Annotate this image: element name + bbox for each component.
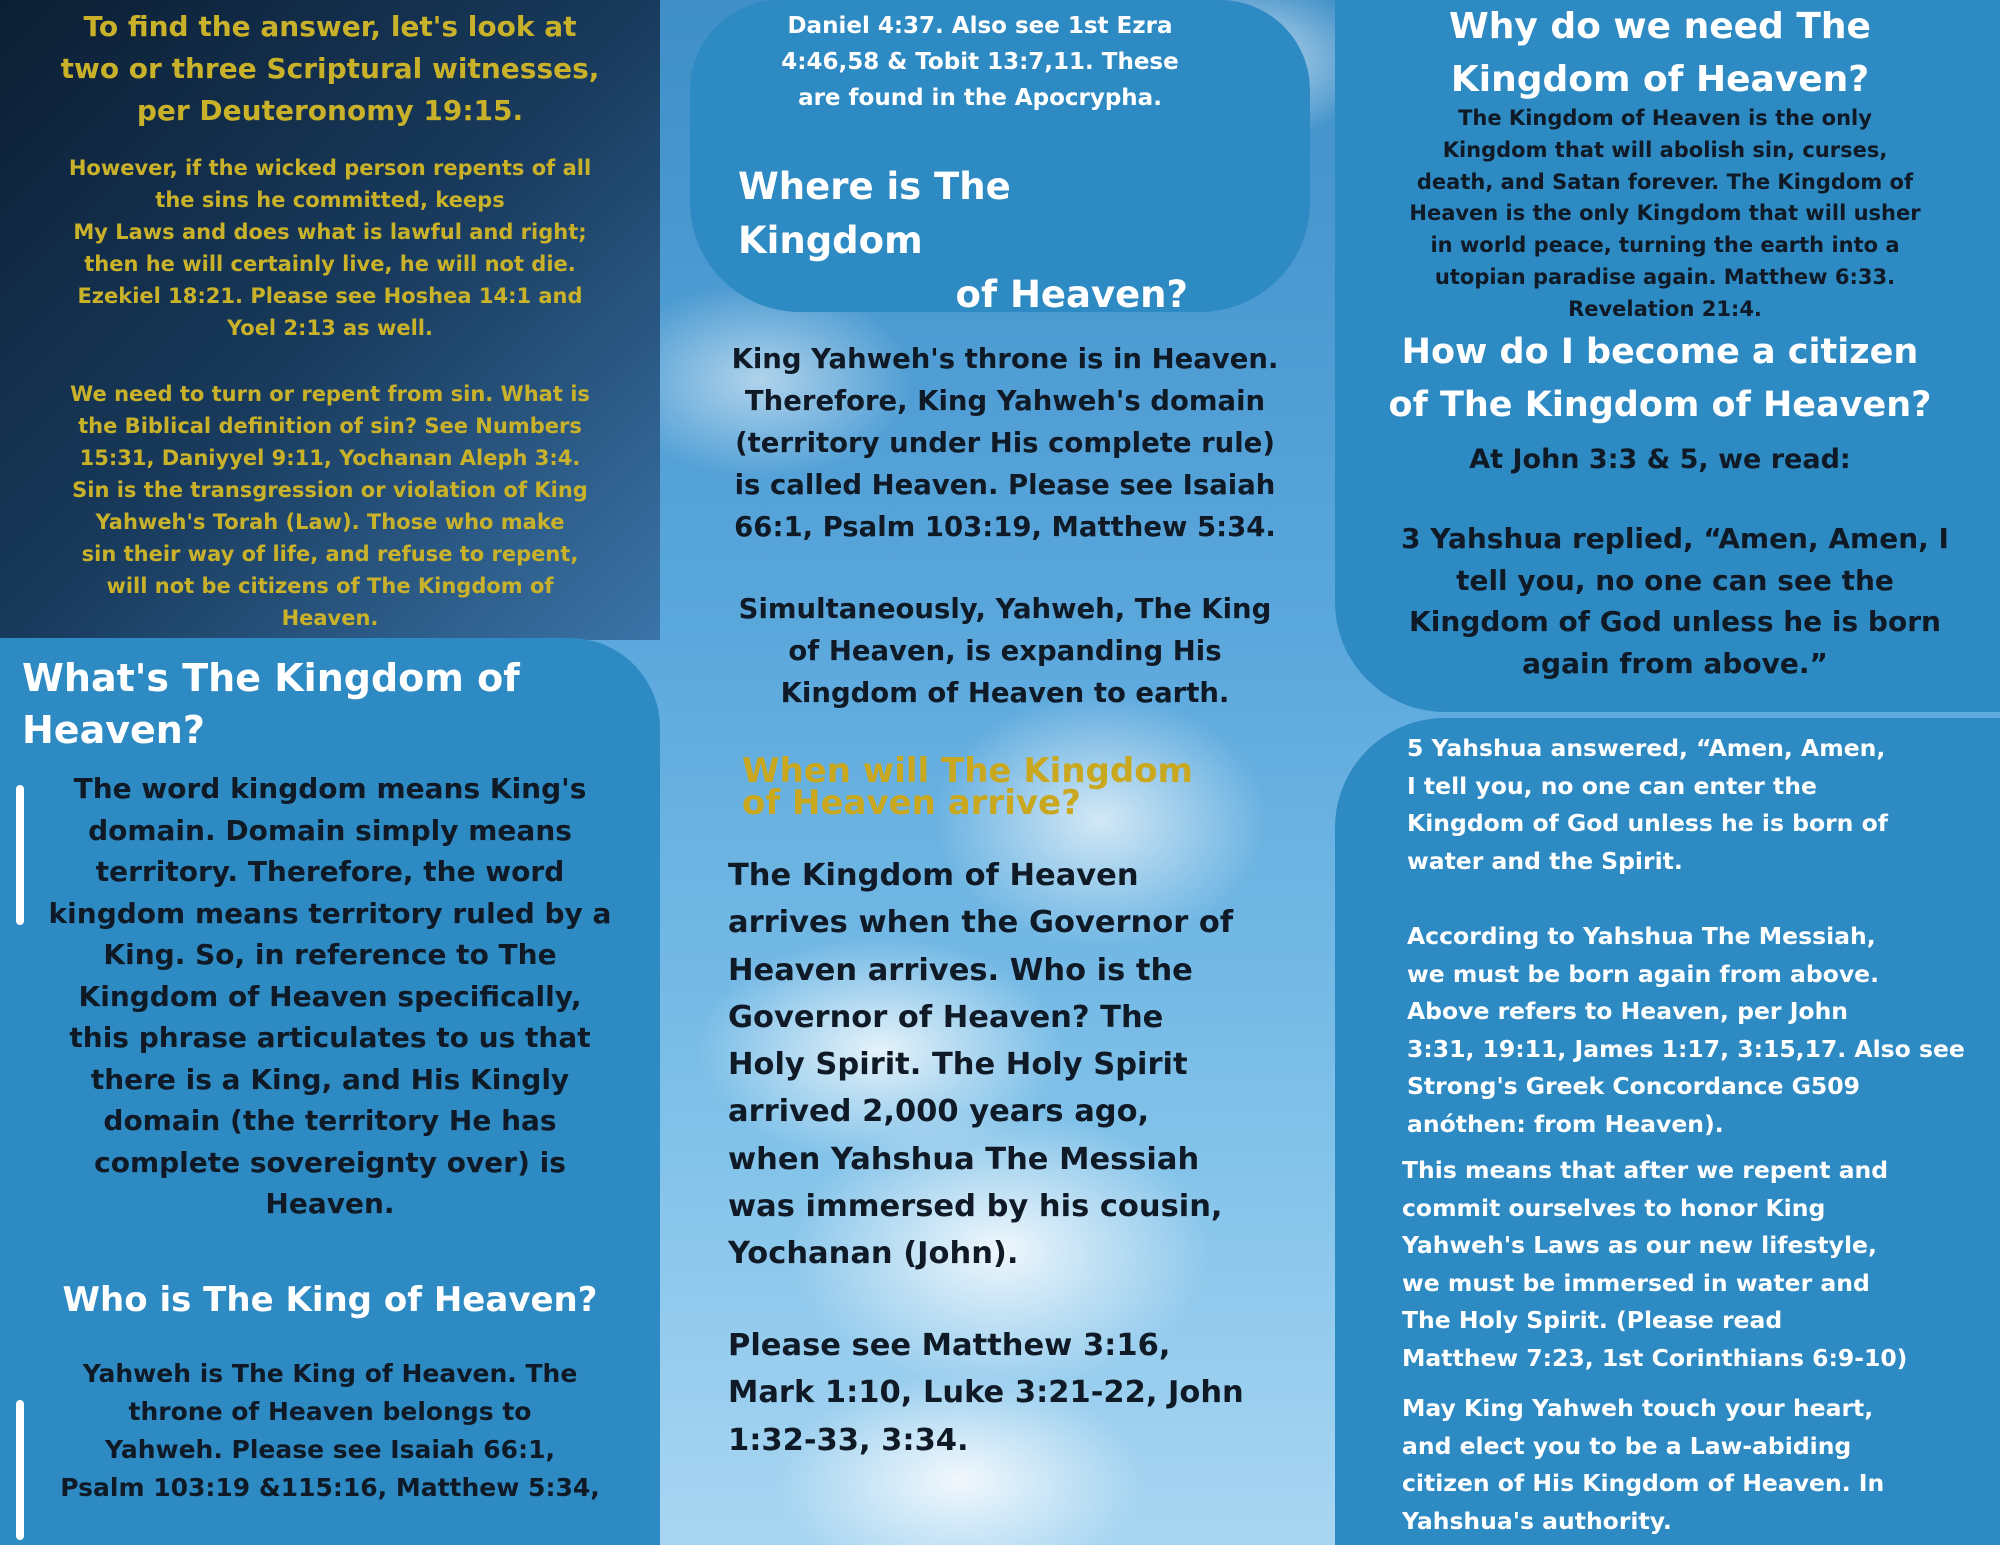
apocrypha-refs xyxy=(740,8,1220,116)
line: citizen of His Kingdom of Heaven. In xyxy=(1402,1469,1885,1498)
line: Yahweh. Please see Isaiah 66:1, xyxy=(105,1435,555,1464)
line: of Heaven? xyxy=(955,273,1188,316)
line: again from above.” xyxy=(1522,646,1828,680)
how-heading xyxy=(1370,326,1950,432)
line: and elect you to be a Law-abiding xyxy=(1402,1431,1852,1460)
expanding-paragraph xyxy=(710,588,1300,714)
line: The Holy Spirit. (Please read xyxy=(1402,1306,1783,1335)
verse-5 xyxy=(1407,730,1967,880)
line: was immersed by his cousin, xyxy=(728,1189,1223,1225)
intro-text: To find the answer, let's look at two or three Scriptural witnesses, per Deuteronomy 19:15. xyxy=(60,10,600,127)
line: According to Yahshua The Messiah, xyxy=(1407,922,1876,950)
line: Daniel 4:37. Also see 1st Ezra xyxy=(787,13,1173,39)
line: sin their way of life, and refuse to repent, xyxy=(81,542,579,566)
line: Yahweh's Torah (Law). Those who make xyxy=(95,510,565,534)
where-heading xyxy=(738,160,1188,322)
line: 5 Yahshua answered, “Amen, Amen, xyxy=(1407,734,1886,762)
line: water and the Spirit. xyxy=(1407,846,1683,875)
line: the sins he committed, keeps xyxy=(155,188,505,212)
when-heading xyxy=(742,751,1302,823)
line: arrives when the Governor of xyxy=(728,905,1234,941)
what-body xyxy=(40,768,620,1225)
line: Heaven. xyxy=(265,1187,395,1220)
sin-paragraph xyxy=(40,378,620,634)
line: domain (the territory He has xyxy=(103,1104,557,1137)
line: of The Kingdom of Heaven? xyxy=(1388,385,1932,425)
line: The Kingdom of Heaven xyxy=(728,858,1139,893)
line: Matthew 7:23, 1st Corinthians 6:9-10) xyxy=(1402,1343,1908,1372)
accent-bar xyxy=(16,785,24,925)
line: territory. Therefore, the word xyxy=(95,855,565,888)
line: Kingdom of God unless he is born xyxy=(1409,605,1941,638)
line: 3:31, 19:11, James 1:17, 3:15,17. Also see xyxy=(1407,1034,1965,1063)
line: tell you, no one can see the xyxy=(1456,563,1894,597)
verse-3 xyxy=(1385,518,1965,684)
line: The word kingdom means King's xyxy=(73,772,587,805)
line: 1:32-33, 3:34. xyxy=(728,1422,969,1458)
line: This means that after we repent and xyxy=(1402,1156,1889,1184)
line: When will The Kingdom xyxy=(742,751,1193,791)
why-body xyxy=(1385,103,1945,326)
john-intro: At John 3:3 & 5, we read: xyxy=(1469,444,1851,475)
line: How do I become a citizen xyxy=(1401,332,1919,372)
see-paragraph xyxy=(728,1322,1308,1464)
according-paragraph xyxy=(1407,918,1982,1144)
accent-bar xyxy=(16,1400,24,1540)
line: Heaven is the only Kingdom that will usher xyxy=(1409,201,1921,226)
line: I tell you, no one can enter the xyxy=(1407,771,1817,800)
line: Where is The Kingdom xyxy=(738,165,1011,262)
line: Above refers to Heaven, per John xyxy=(1407,997,1849,1026)
line: Strong's Greek Concordance G509 xyxy=(1407,1072,1860,1101)
means-paragraph xyxy=(1402,1152,1987,1378)
line: complete sovereignty over) is xyxy=(94,1145,566,1179)
line: Why do we need The xyxy=(1449,6,1871,47)
why-heading xyxy=(1380,0,1940,106)
line: Holy Spirit. The Holy Spirit xyxy=(728,1047,1188,1083)
line: Sin is the transgression or violation of King xyxy=(72,478,588,502)
line: arrived 2,000 years ago, xyxy=(728,1094,1150,1130)
line: Heaven. xyxy=(281,606,379,630)
line: Governor of Heaven? The xyxy=(728,999,1164,1035)
line: My Laws and does what is lawful and right; xyxy=(73,220,587,244)
line: Kingdom of God unless he is born of xyxy=(1407,809,1888,838)
line: Yoel 2:13 as well. xyxy=(226,316,433,340)
line: we must be immersed in water and xyxy=(1402,1268,1870,1297)
line: commit ourselves to honor King xyxy=(1402,1193,1826,1222)
line: domain. Domain simply means xyxy=(88,813,572,847)
line: death, and Satan forever. The Kingdom of xyxy=(1416,169,1914,194)
line: 3 Yahshua replied, “Amen, Amen, I xyxy=(1401,522,1949,555)
ezekiel-paragraph xyxy=(40,152,620,344)
line: will not be citizens of The Kingdom of xyxy=(106,574,554,598)
line: May King Yahweh touch your heart, xyxy=(1402,1394,1874,1422)
line: utopian paradise again. Matthew 6:33. xyxy=(1434,264,1896,289)
arrives-paragraph xyxy=(728,852,1308,1278)
line: Kingdom that will abolish sin, curses, xyxy=(1442,137,1888,162)
line: anóthen: from Heaven). xyxy=(1407,1109,1724,1138)
line: we must be born again from above. xyxy=(1407,959,1879,988)
line: Yahweh's Laws as our new lifestyle, xyxy=(1402,1231,1877,1260)
line: Kingdom of Heaven? xyxy=(1450,59,1870,100)
line: We need to turn or repent from sin. What is xyxy=(70,382,590,406)
line: 66:1, Psalm 103:19, Matthew 5:34. xyxy=(734,511,1276,543)
line: Mark 1:10, Luke 3:21-22, John xyxy=(728,1375,1244,1411)
line: Therefore, King Yahweh's domain xyxy=(744,385,1266,417)
who-heading: Who is The King of Heaven? xyxy=(62,1280,598,1320)
may-paragraph xyxy=(1402,1390,1987,1540)
line: Kingdom of Heaven specifically, xyxy=(78,979,582,1013)
line: Yochanan (John). xyxy=(728,1236,1019,1272)
line: Ezekiel 18:21. Please see Hoshea 14:1 and xyxy=(77,284,583,308)
line: However, if the wicked person repents of all xyxy=(68,156,592,180)
line: (territory under His complete rule) xyxy=(735,427,1275,459)
line: kingdom means territory ruled by a xyxy=(48,896,612,930)
line: the Biblical definition of sin? See Numbers xyxy=(78,414,582,438)
line: The Kingdom of Heaven is the only xyxy=(1458,106,1872,130)
line: this phrase articulates to us that xyxy=(69,1021,591,1054)
who-body xyxy=(40,1355,620,1507)
line: Yahweh is The King of Heaven. The xyxy=(82,1359,578,1388)
line: Yahshua's authority. xyxy=(1402,1506,1672,1535)
line: in world peace, turning the earth into a xyxy=(1430,233,1900,258)
line: 4:46,58 & Tobit 13:7,11. These xyxy=(781,49,1179,75)
line: Revelation 21:4. xyxy=(1568,296,1762,321)
line: of Heaven arrive? xyxy=(742,783,1081,823)
line: Kingdom of Heaven to earth. xyxy=(780,677,1230,709)
line: are found in the Apocrypha. xyxy=(798,85,1162,111)
line: Heaven arrives. Who is the xyxy=(728,952,1193,988)
line: King Yahweh's throne is in Heaven. xyxy=(731,343,1279,375)
line: Simultaneously, Yahweh, The King xyxy=(738,593,1272,625)
line: 15:31, Daniyyel 9:11, Yochanan Aleph 3:4. xyxy=(79,446,581,470)
line: then he will certainly live, he will not die. xyxy=(84,252,576,276)
line: Psalm 103:19 &115:16, Matthew 5:34, xyxy=(60,1473,600,1502)
line: Please see Matthew 3:16, xyxy=(728,1328,1171,1363)
line: What's The Kingdom of xyxy=(22,656,520,700)
line: throne of Heaven belongs to xyxy=(128,1397,532,1426)
line: Heaven? xyxy=(22,708,205,752)
throne-paragraph xyxy=(710,338,1300,548)
line: is called Heaven. Please see Isaiah xyxy=(734,469,1276,501)
line: King. So, in reference to The xyxy=(103,938,557,971)
what-heading xyxy=(22,652,622,756)
line: there is a King, and His Kingly xyxy=(90,1062,570,1096)
line: of Heaven, is expanding His xyxy=(788,635,1222,667)
line: when Yahshua The Messiah xyxy=(728,1141,1200,1177)
